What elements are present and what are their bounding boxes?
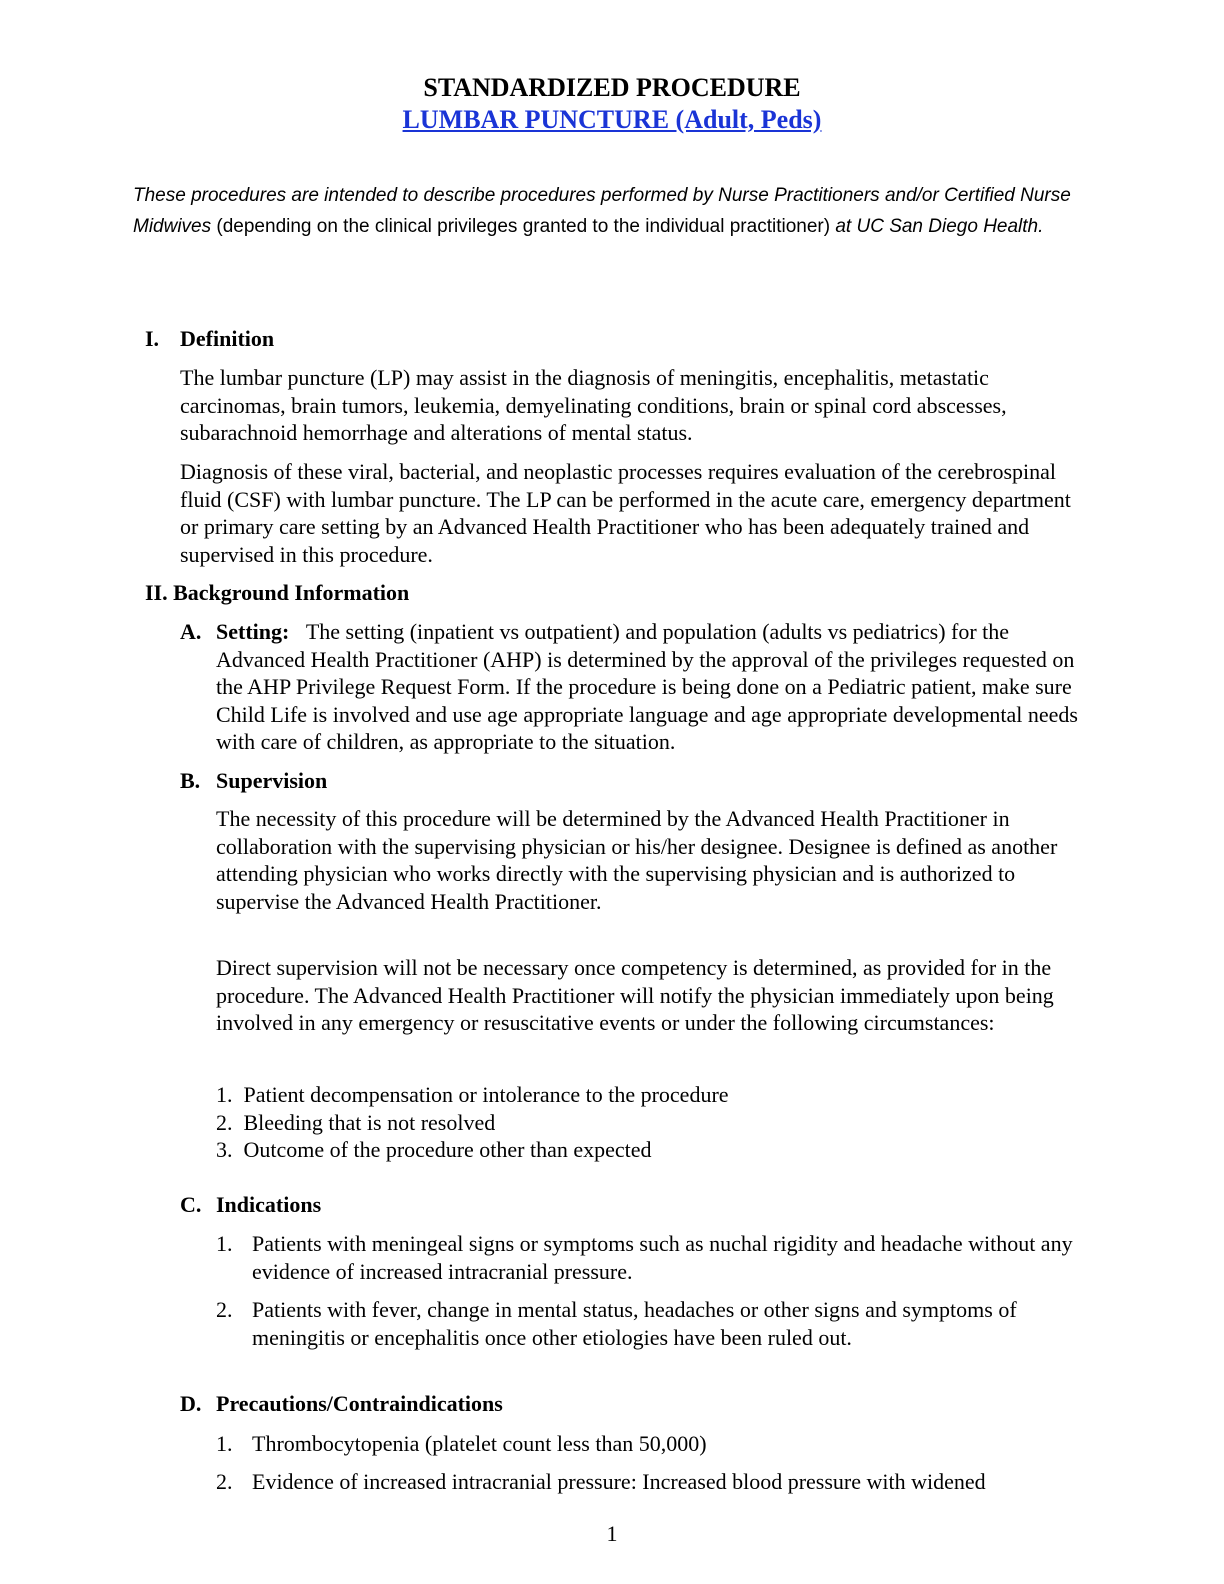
section-2-heading: II. Background Information (145, 580, 410, 605)
subsection-a-block (216, 618, 1086, 756)
indications-list-number: 1. (216, 1231, 233, 1256)
subsection-c-heading: Indications (216, 1192, 322, 1217)
supervision-list-item (216, 1136, 652, 1164)
intro-text-italic-2: at UC San Diego Health. (835, 216, 1044, 237)
document-title: STANDARDIZED PROCEDURE (423, 73, 801, 102)
indications-list-number: 2. (216, 1297, 233, 1322)
precautions-list-text: Thrombocytopenia (platelet count less than 50,000) (252, 1431, 707, 1456)
page-number: 1 (606, 1521, 618, 1546)
intro-text-regular: (depending on the clinical privileges granted to the individual practitioner) (211, 216, 836, 237)
intro-paragraph (133, 180, 1093, 242)
indications-list-text: Patients with meningeal signs or symptoms such as nuchal rigidity and headache without any evidence of increased intracranial pressure. (252, 1231, 1073, 1284)
document-subtitle-link[interactable]: LUMBAR PUNCTURE (Adult, Peds) (402, 105, 822, 134)
supervision-paragraph-1: The necessity of this procedure will be determined by the Advanced Health Practitioner in collaboration with the supervising physician or his/her designee. Designee is defined as another attending physician who works directly with the supervising physician and is authorized to supervise the Advanced Health Practitioner. (216, 806, 1058, 914)
section-1-heading: Definition (180, 326, 275, 351)
list-text: Bleeding that is not resolved (243, 1110, 496, 1135)
subsection-b-letter: B. (180, 768, 201, 793)
subsection-a-letter: A. (180, 619, 202, 644)
supervision-list-item (216, 1081, 729, 1109)
subsection-d-heading: Precautions/Contraindications (216, 1391, 503, 1416)
precautions-list-number: 2. (216, 1469, 233, 1494)
indications-list-text: Patients with fever, change in mental status, headaches or other signs and symptoms of meningitis or encephalitis once other etiologies have been ruled out. (252, 1297, 1017, 1350)
list-text: Outcome of the procedure other than expected (243, 1137, 652, 1162)
subsection-d-letter: D. (180, 1391, 202, 1416)
definition-paragraph-2: Diagnosis of these viral, bacterial, and neoplastic processes requires evaluation of the cerebrospinal fluid (CSF) with lumbar puncture. The LP can be performed in the acute care, emergency department or primary care setting by an Advanced Health Practitioner who has been adequately trained and supervised in this procedure. (180, 459, 1071, 567)
definition-paragraph-1: The lumbar puncture (LP) may assist in the diagnosis of meningitis, encephalitis, metastatic carcinomas, brain tumors, leukemia, demyelinating conditions, brain or spinal cord abscesses, subarachnoid hemorrhage and alterations of mental status. (180, 365, 1007, 445)
precautions-list-number: 1. (216, 1431, 233, 1456)
subsection-b-heading: Supervision (216, 768, 328, 793)
list-text: Patient decompensation or intolerance to the procedure (243, 1082, 729, 1107)
supervision-paragraph-2: Direct supervision will not be necessary once competency is determined, as provided for in the procedure. The Advanced Health Practitioner will notify the physician immediately upon being involved in any emergency or resuscitative events or under the following circumstances: (216, 955, 1054, 1035)
intro-text-italic-1: These procedures are intended to describe procedures performed by Nurse Practitioners and/or Certified Nurse Midwives (133, 185, 1071, 237)
section-1-numeral: I. (145, 326, 160, 351)
subsection-a-label: Setting: (216, 619, 290, 644)
list-number: 1. (216, 1082, 233, 1107)
list-number: 3. (216, 1137, 233, 1162)
precautions-list-text: Evidence of increased intracranial pressure: Increased blood pressure with widened (252, 1469, 986, 1494)
subsection-c-letter: C. (180, 1192, 202, 1217)
list-number: 2. (216, 1110, 233, 1135)
supervision-list-item (216, 1109, 495, 1137)
subsection-a-text: The setting (inpatient vs outpatient) and population (adults vs pediatrics) for the Advanced Health Practitioner (AHP) is determined by the approval of the privileges requested on the AHP Privilege Request Form. If the procedure is being done on a Pediatric patient, make sure Child Life is involved and use age appropriate language and age appropriate developmental needs with care of children, as appropriate to the situation. (216, 619, 1078, 754)
